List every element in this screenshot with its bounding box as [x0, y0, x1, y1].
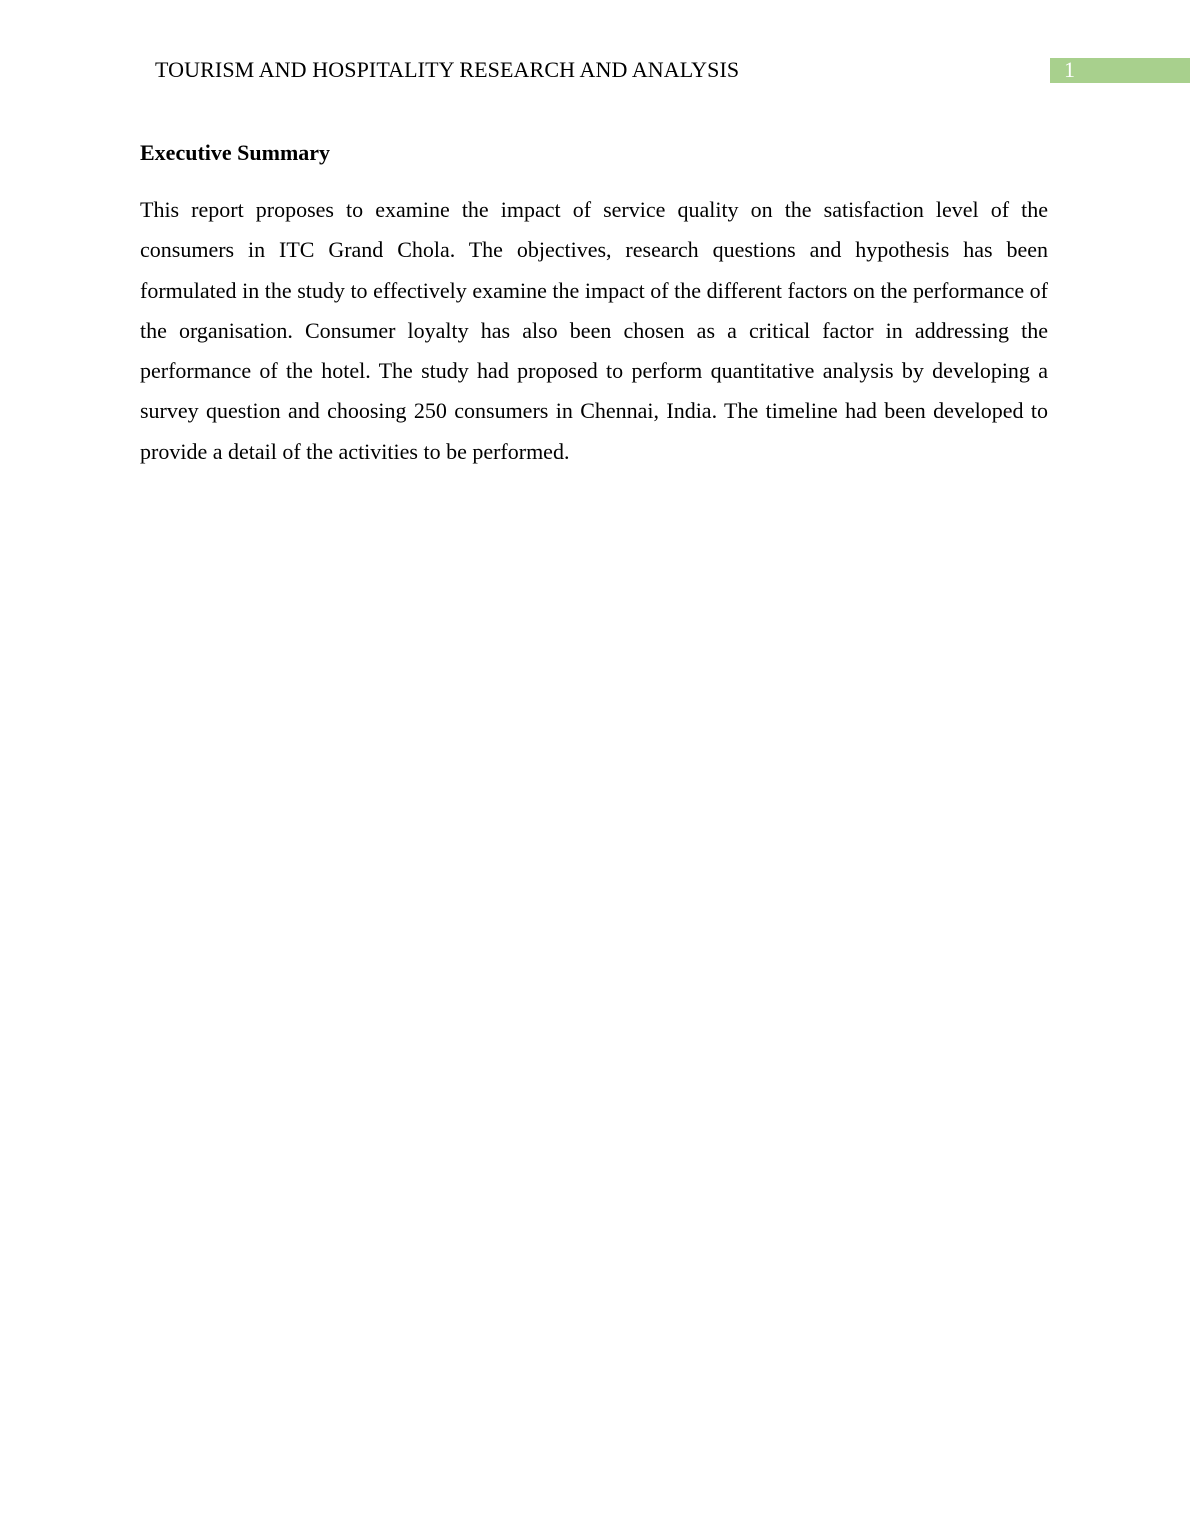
executive-summary-paragraph: This report proposes to examine the impact of service quality on the satisfaction level of the consumers in ITC Grand Chola. The objectives, research questions and hypothesis has been formulated in the study to effectively examine the impact of the different factors on the performance of the organisation. Consumer loyalty has also been chosen as a critical factor in addressing the performance of the hotel. The study had proposed to perform quantitative analysis by developing a survey question and choosing 250 consumers in Chennai, India. The timeline had been developed to provide a detail of the activities to be performed. — [140, 197, 1048, 464]
running-header-title: TOURISM AND HOSPITALITY RESEARCH AND ANALYSIS — [155, 57, 740, 82]
page-number: 1 — [1064, 57, 1075, 82]
section-heading: Executive Summary — [140, 140, 331, 165]
